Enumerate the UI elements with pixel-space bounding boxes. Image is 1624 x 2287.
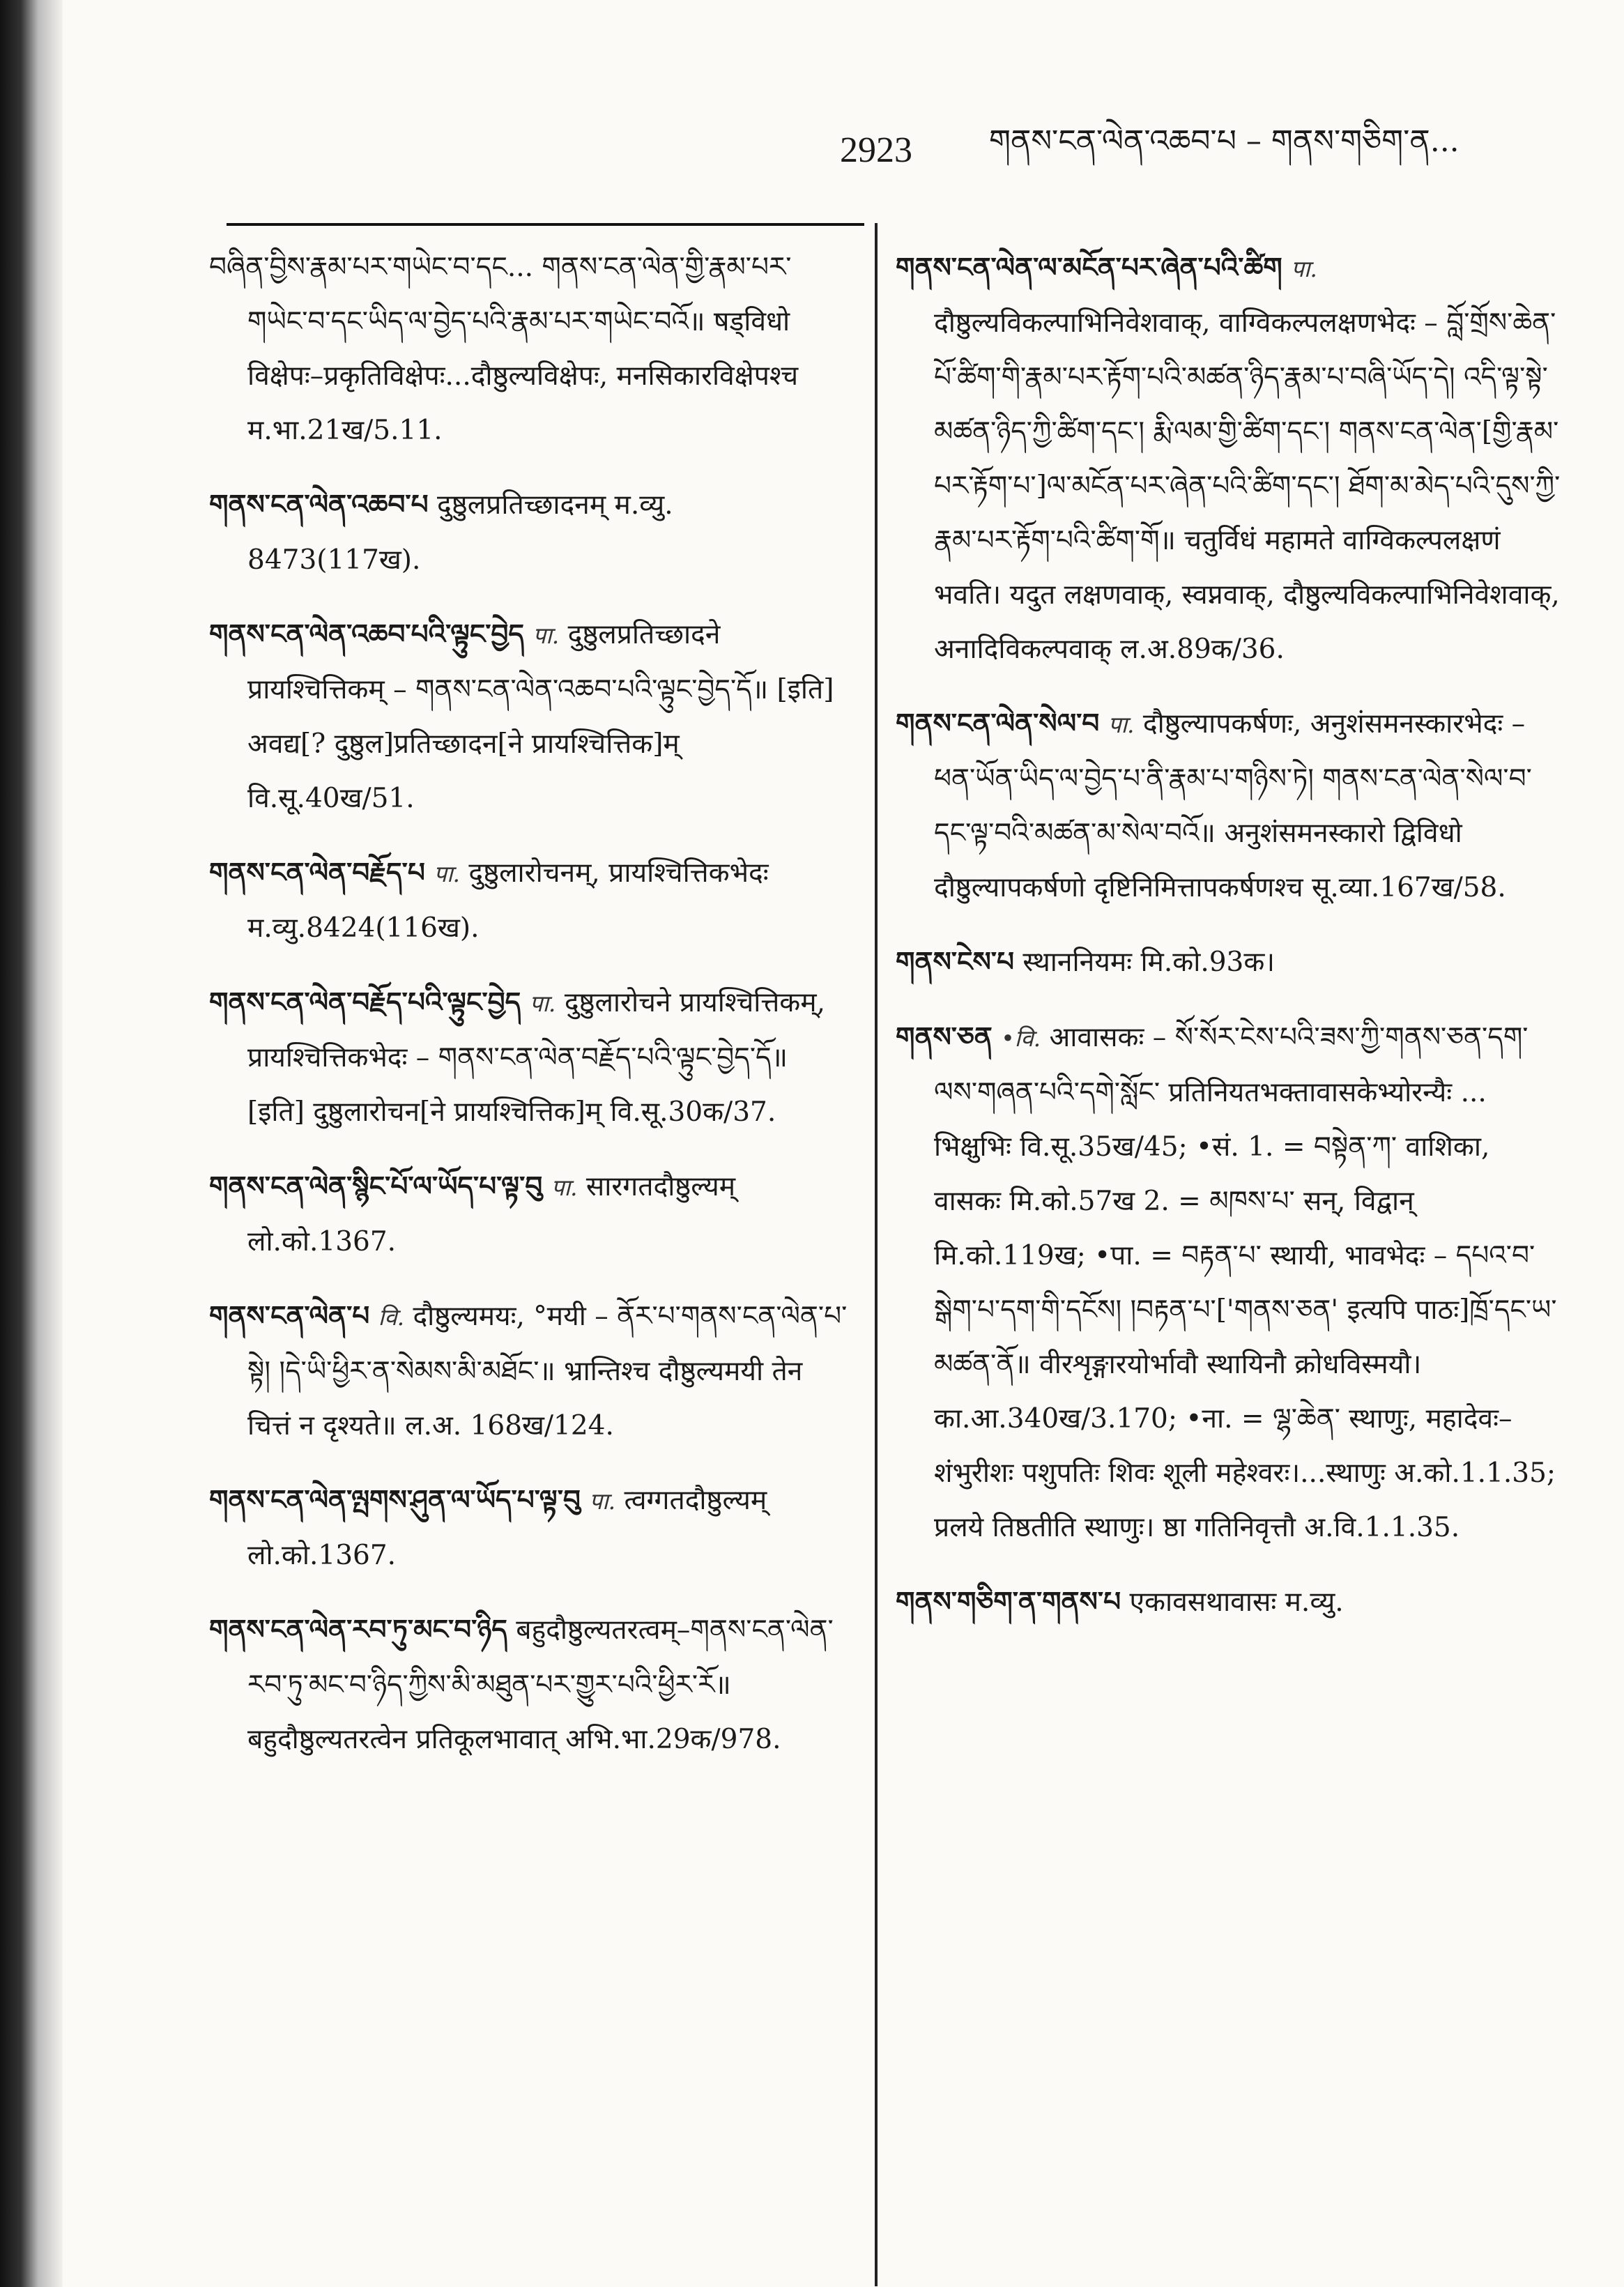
- entry-continuation: [209, 240, 850, 458]
- page-header: [840, 122, 1561, 178]
- dictionary-entry: [896, 1010, 1565, 1555]
- headword: གནས་ངན་ལེན་བརྗོད་པའི་ལྟུང་བྱེད: [209, 986, 521, 1018]
- headword: གནས་གཅིག་ན་གནས་པ: [896, 1586, 1121, 1618]
- grammar-tag: पा.: [551, 1174, 578, 1201]
- entry-body: आवासकः – སོ་སོར་ངེས་པའི་ཟས་ཀྱི་གནས་ཅན་དག་ལས་གཞན་པའི་དགེ་སློང་ प्रतिनियतभक्तावासकेभ्योरन्यैः ... भिक्षुभिः वि.सू.35ख/45; •सं. 1. = བསྟེན་ཀ་ वाशिका, वासकः मि.को.57ख 2. = མཁས་པ་ सन्, विद्वान् मि.को.119ख; •पा. = བརྟན་པ་ स्थायी, भावभेदः – དཔའ་བ་སྒེག་པ་དག་གི་དངོས། །བརྟན་པ་['གནས་ཅན' इत्यपि पाठः]ཁྲོ་དང་ཡ་མཚན་ནོ॥ वीरशृङ्गारयोर्भावौ स्थायिनौ क्रोधविस्मयौ। का.आ.340ख/3.170; •ना. = ལྷ་ཆེན་ स्थाणुः, महादेवः– शंभुरीशः पशुपतिः शिवः शूली महेश्वरः।...स्थाणुः अ.को.1.1.35; प्रलये तिष्ठतीति स्थाणुः। ष्ठा गतिनिवृत्तौ अ.वि.1.1.35.: [934, 1022, 1557, 1543]
- headword: གནས་ངན་ལེན་པ: [209, 1300, 370, 1332]
- dictionary-entry: [896, 696, 1565, 915]
- entry-body: བཞིན་བྱིས་རྣམ་པར་གཡེང་བ་དང... གནས་ངན་ལེན་གྱི་རྣམ་པར་གཡེང་བ་དང་ཡིད་ལ་བྱེད་པའི་རྣམ་པར་གཡེང་བའོ॥ षड्विधो विक्षेपः–प्रकृतिविक्षेपः...दौष्ठुल्यविक्षेपः, मनसिकारविक्षेपश्च म.भा.21ख/5.11.: [209, 252, 799, 446]
- entry-body: दुष्ठुलप्रतिच्छादनम् म.व्यु. 8473(117ख).: [247, 489, 673, 576]
- header-rule: [227, 223, 864, 226]
- grammar-tag: पा.: [1291, 255, 1317, 282]
- headword: གནས་ངན་ལེན་སེལ་བ: [896, 707, 1100, 740]
- grammar-tag: पा.: [589, 1487, 616, 1515]
- grammar-tag: पा.: [434, 860, 461, 887]
- entry-body: सारगतदौष्ठुल्यम् लो.को.1367.: [247, 1171, 736, 1257]
- entry-body: दौष्ठुल्यापकर्षणः, अनुशंसमनस्कारभेदः – ཕན་ཡོན་ཡིད་ལ་བྱེད་པ་ནི་རྣམ་པ་གཉིས་ཏེ། གནས་ངན་ལེན་སེལ་བ་དང་ལྟ་བའི་མཚན་མ་སེལ་བའོ॥ अनुशंसमनस्कारो द्विविधो दौष्ठुल्यापकर्षणो दृष्टिनिमित्तापकर्षणश्च सू.व्या.167ख/58.: [934, 708, 1532, 903]
- entry-body: एकावसथावासः म.व्यु.: [1129, 1586, 1344, 1618]
- entry-body: दुष्ठुलारोचने प्रायश्चित्तिकम्, प्रायश्चित्तिकभेदः – གནས་ངན་ལེན་བརྗོད་པའི་ལྟུང་བྱེད་དོ॥ [इति] दुष्ठुलारोचन[ने प्रायश्चित्तिक]म् वि.सू.30क/37.: [247, 987, 825, 1128]
- dictionary-entry: [209, 477, 850, 588]
- book-binding-edge: [0, 0, 63, 2287]
- headword: གནས་ངན་ལེན་ལྤགས་ཤུན་ལ་ཡོད་པ་ལྟ་བུ: [209, 1484, 581, 1516]
- dictionary-entry: [896, 240, 1565, 677]
- headword: གནས་ངན་ལེན་འཆབ་པ: [209, 489, 429, 521]
- headword: གནས་ངན་ལེན་རབ་ཏུ་མང་བ་ཉིད: [209, 1614, 507, 1646]
- dictionary-entry: [209, 1473, 850, 1583]
- running-head: གནས་ངན་ལེན་འཆབ་པ – གནས་གཅིག་ན...: [989, 123, 1460, 159]
- grammar-tag: वि.: [378, 1303, 405, 1331]
- dictionary-entry: [209, 975, 850, 1140]
- headword: གནས་ངན་ལེན་འཆབ་པའི་ལྟུང་བྱེད: [209, 618, 525, 650]
- headword: གནས་ངན་ལེན་ལ་མངོན་པར་ཞེན་པའི་ཚིག: [896, 252, 1282, 284]
- headword: གནས་ངན་ལེན་བརྗོད་པ: [209, 857, 425, 889]
- dictionary-entry: [209, 1603, 850, 1767]
- dictionary-entry: [896, 935, 1565, 990]
- dictionary-entry: [896, 1575, 1565, 1630]
- headword: གནས་ཅན: [896, 1021, 993, 1053]
- entry-body: दौष्ठुल्यविकल्पाभिनिवेशवाक्, वाग्विकल्पलक्षणभेदः – བློ་གྲོས་ཆེན་པོ་ཚིག་གི་རྣམ་པར་རྟོག་པའི་མཚན་ཉིད་རྣམ་པ་བཞི་ཡོད་དེ། འདི་ལྟ་སྟེ་མཚན་ཉིད་ཀྱི་ཚིག་དང་། རྨི་ལམ་གྱི་ཚིག་དང་། གནས་ངན་ལེན་[གྱི་རྣམ་པར་རྟོག་པ་]ལ་མངོན་པར་ཞེན་པའི་ཚིག་དང་། ཐོག་མ་མེད་པའི་དུས་ཀྱི་རྣམ་པར་རྟོག་པའི་ཚིག་གོ॥ चतुर्विधं महामते वाग्विकल्पलक्षणं भवति। यदुत लक्षणवाक्, स्वप्नवाक्, दौष्ठुल्यविकल्पाभिनिवेशवाक्, अनादिविकल्पवाक् ल.अ.89क/36.: [934, 307, 1561, 665]
- left-column: [209, 240, 850, 1787]
- dictionary-entry: [209, 1289, 850, 1453]
- right-column: [896, 240, 1565, 1650]
- entry-body: त्वग्गतदौष्ठुल्यम् लो.को.1367.: [247, 1485, 767, 1571]
- headword: གནས་ངེས་པ: [896, 946, 1015, 978]
- entry-body: बहुदौष्ठुल्यतरत्वम्–གནས་ངན་ལེན་རབ་ཏུ་མང་བ་ཉིད་ཀྱིས་མི་མཐུན་པར་གྱུར་པའི་ཕྱིར་རོ॥ बहुदौष्ठुल्यतरत्वेन प्रतिकूलभावात् अभि.भा.29क/978.: [247, 1614, 834, 1755]
- entry-body: दुष्ठुलारोचनम्, प्रायश्चित्तिकभेदः म.व्यु.8424(116ख).: [247, 857, 769, 944]
- grammar-tag: •वि.: [1001, 1025, 1041, 1052]
- dictionary-entry: [209, 607, 850, 826]
- headword: གནས་ངན་ལེན་སྙིང་པོ་ལ་ཡོད་པ་ལྟ་བུ: [209, 1170, 543, 1202]
- grammar-tag: पा.: [533, 622, 560, 649]
- grammar-tag: पा.: [1108, 711, 1135, 738]
- grammar-tag: पा.: [529, 990, 556, 1017]
- entry-body: दुष्ठुलप्रतिच्छादने प्रायश्चित्तिकम् – གནས་ངན་ལེན་འཆབ་པའི་ལྟུང་བྱེད་དོ॥ [इति] अवद्य[? दुष्ठुल]प्रतिच्छादन[ने प्रायश्चित्तिक]म् वि.सू.40ख/51.: [247, 619, 834, 814]
- column-divider: [875, 223, 878, 2286]
- dictionary-entry: [209, 1159, 850, 1269]
- page-number: 2923: [840, 130, 912, 170]
- dictionary-entry: [209, 846, 850, 956]
- entry-body: स्थाननियमः मि.को.93क।: [1022, 947, 1276, 978]
- entry-body: दौष्ठुल्यमयः, °मयी – ནོར་པ་གནས་ངན་ལེན་པ་སྟེ། །དེ་ཡི་ཕྱིར་ན་སེམས་མི་མཐོང་॥ भ्रान्तिश्च दौष्ठुल्यमयी तेन चित्तं न दृश्यते॥ ल.अ. 168ख/124.: [247, 1301, 848, 1441]
